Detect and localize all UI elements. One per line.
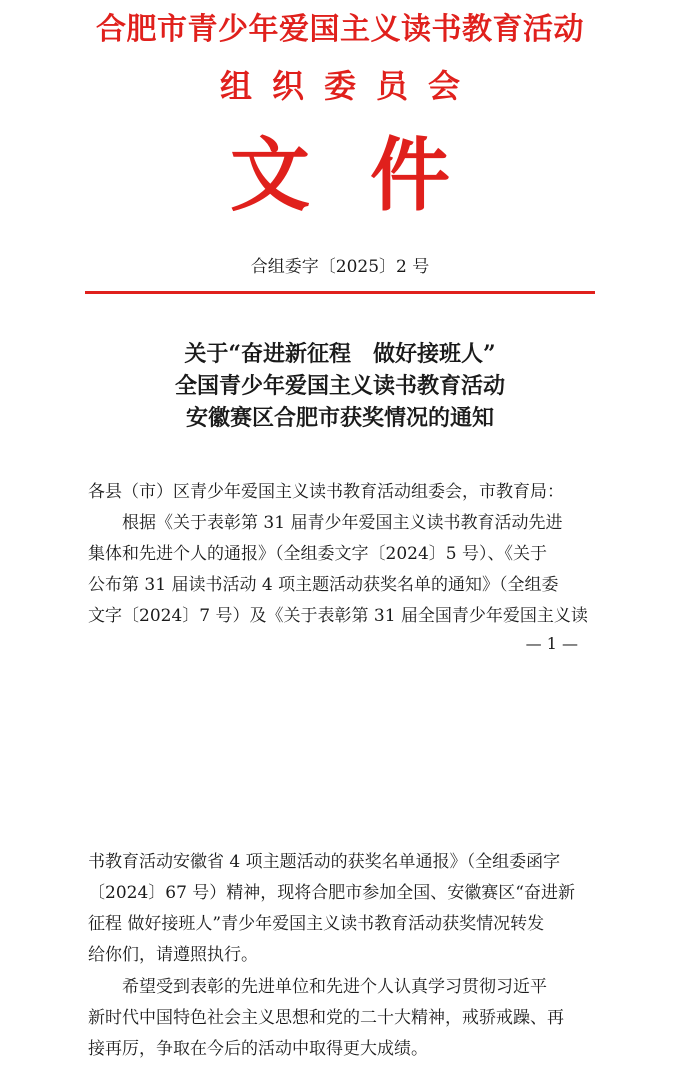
paragraph-2-line-1: 希望受到表彰的先进单位和先进个人认真学习贯彻习近平 [122, 977, 547, 997]
paragraph-1-continued-line-1: 书教育活动安徽省 4 项主题活动的获奖名单通报》（全组委函字 [88, 852, 561, 872]
paragraph-1-continued-line-3: 征程 做好接班人”青少年爱国主义读书教育活动获奖情况转发 [88, 914, 545, 934]
paragraph-2-line-3: 接再厉，争取在今后的活动中取得更大成绩。 [88, 1039, 428, 1059]
paragraph-1-continued-line-4: 给你们，请遵照执行。 [88, 945, 258, 965]
paragraph-1-line-2: 集体和先进个人的通报》（全组委文字〔2024〕5 号）、《关于 [88, 544, 547, 564]
issuing-organization-line1: 合肥市青少年爱国主义读书教育活动 [96, 12, 584, 47]
salutation: 各县（市）区青少年爱国主义读书教育活动组委会，市教育局： [88, 482, 564, 502]
document-title [0, 338, 680, 434]
title-line-2: 全国青少年爱国主义读书教育活动 [174, 373, 505, 399]
title-line-3: 安徽赛区合肥市获奖情况的通知 [185, 405, 494, 431]
paragraph-1-continued-line-2: 〔2024〕67 号）精神，现将合肥市参加全国、安徽赛区“奋进新 [88, 883, 575, 903]
document-number: 合组委字〔2025〕2 号 [250, 257, 430, 277]
document-type-heading: 文件 [230, 128, 510, 222]
title-line-1: 关于“奋进新征程 做好接班人” [184, 341, 496, 367]
paragraph-1-line-3: 公布第 31 届读书活动 4 项主题活动获奖名单的通知》（全组委 [88, 575, 559, 595]
issuing-organization-line2: 组织委员会 [219, 67, 480, 105]
paragraph-2-line-2: 新时代中国特色社会主义思想和党的二十大精神，戒骄戒躁、再 [88, 1008, 564, 1028]
paragraph-1-line-1: 根据《关于表彰第 31 届青少年爱国主义读书教育活动先进 [122, 513, 563, 533]
paragraph-1-line-4: 文字〔2024〕7 号）及《关于表彰第 31 届全国青少年爱国主义读 [88, 606, 588, 626]
page-number: — 1 — [525, 634, 578, 653]
red-separator-line [85, 291, 595, 294]
